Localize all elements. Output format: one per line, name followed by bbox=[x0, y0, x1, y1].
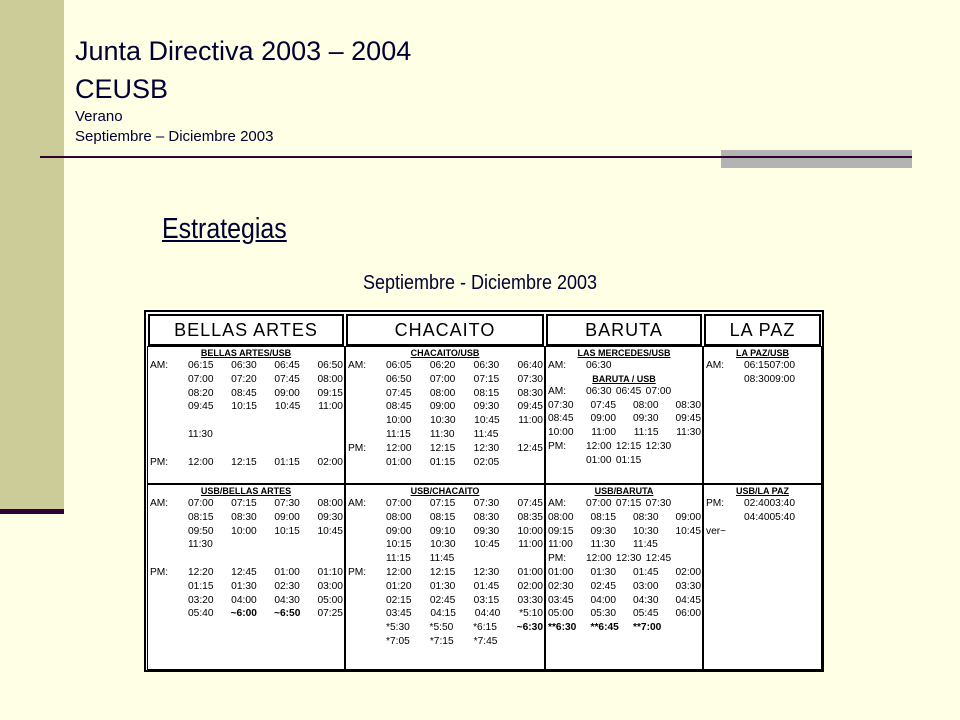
schedule-row bbox=[346, 511, 544, 525]
departure-time: 03:30 bbox=[517, 594, 543, 606]
period-label: AM: bbox=[150, 360, 169, 371]
departure-time: 11:15 bbox=[386, 553, 411, 565]
departure-time: 08:20 bbox=[188, 387, 214, 399]
schedule-block bbox=[703, 346, 822, 484]
departure-time: 09:45 bbox=[517, 401, 543, 413]
departure-time: 02:00 bbox=[675, 566, 701, 578]
schedule-row bbox=[148, 594, 344, 608]
departure-time: 06:15 bbox=[188, 360, 214, 371]
departure-time: 12:00 bbox=[586, 553, 612, 565]
organization-name: CEUSB bbox=[75, 74, 169, 104]
departure-time: 02:00 bbox=[317, 456, 343, 468]
departure-time: 12:45 bbox=[645, 553, 672, 565]
departure-time: 07:15 bbox=[429, 498, 456, 509]
schedule-row bbox=[704, 359, 821, 373]
departure-time: 10:45 bbox=[474, 415, 500, 427]
departure-time: 06:50 bbox=[317, 360, 343, 371]
departure-time: 12:30 bbox=[473, 442, 500, 454]
departure-time: 07:45 bbox=[274, 373, 300, 385]
page-title: Junta Directiva 2003 – 2004 bbox=[75, 36, 412, 66]
schedule-row bbox=[346, 566, 544, 580]
departure-time: 10:30 bbox=[430, 415, 456, 427]
period-label: AM: bbox=[548, 498, 567, 509]
departure-time: 04:45 bbox=[675, 594, 701, 606]
schedule-row bbox=[546, 525, 702, 539]
departure-time: 02:00 bbox=[517, 580, 543, 592]
departure-time: 08:00 bbox=[317, 498, 343, 509]
schedule-block-title: BELLAS ARTES/USB bbox=[200, 348, 292, 358]
departure-time: 06:50 bbox=[386, 373, 412, 385]
departure-time: 01:00 bbox=[386, 456, 412, 468]
departure-time: 01:20 bbox=[386, 580, 412, 592]
departure-time: *7:05 bbox=[386, 635, 410, 647]
departure-time: 05:45 bbox=[633, 608, 659, 620]
schedule-row bbox=[346, 428, 544, 442]
departure-time: 09:00 bbox=[386, 525, 412, 537]
departure-time: 05:40 bbox=[188, 608, 214, 620]
schedule-row bbox=[346, 525, 544, 539]
section-heading: Estrategias bbox=[162, 213, 287, 245]
departure-time: 04:40 bbox=[474, 608, 501, 620]
departure-time: 08:15 bbox=[188, 511, 214, 523]
schedule-row bbox=[346, 552, 544, 566]
departure-time: 11:30 bbox=[590, 539, 616, 551]
departure-time: 09:30 bbox=[473, 525, 500, 537]
departure-time: 08:00 bbox=[633, 399, 659, 411]
schedule-block bbox=[147, 346, 345, 484]
departure-time: 04:00 bbox=[231, 594, 257, 606]
departure-time: 11:45 bbox=[429, 553, 455, 565]
schedule-block bbox=[147, 484, 345, 670]
schedule-block bbox=[703, 484, 822, 670]
departure-time: 12:45 bbox=[517, 442, 543, 454]
departure-time: 01:30 bbox=[231, 580, 257, 592]
departure-time: 11:30 bbox=[676, 427, 701, 439]
departure-time: 11:30 bbox=[188, 539, 213, 551]
schedule-row bbox=[546, 359, 702, 373]
departure-time: 05:40 bbox=[769, 511, 795, 523]
departure-time: 10:30 bbox=[633, 525, 659, 537]
schedule-row bbox=[546, 607, 702, 621]
departure-time: 04:15 bbox=[430, 608, 456, 620]
departure-time: 08:30 bbox=[231, 511, 257, 523]
term-label: Verano bbox=[75, 108, 123, 125]
departure-time: 07:25 bbox=[317, 608, 343, 620]
schedule-row bbox=[546, 580, 702, 594]
departure-time: ~6:30 bbox=[516, 622, 543, 634]
departure-time: 08:15 bbox=[429, 511, 456, 523]
departure-time: 01:30 bbox=[429, 580, 456, 592]
departure-time: **6:45 bbox=[590, 622, 619, 634]
schedule-block-title: LAS MERCEDES/USB bbox=[577, 348, 671, 358]
departure-time: 03:15 bbox=[473, 594, 500, 606]
departure-time: 01:15 bbox=[188, 580, 214, 592]
departure-time: 08:00 bbox=[429, 387, 456, 399]
departure-time: 06:45 bbox=[615, 385, 642, 397]
schedule-row bbox=[346, 635, 544, 649]
departure-time: *5:10 bbox=[519, 608, 543, 620]
departure-time: 02:30 bbox=[274, 580, 300, 592]
departure-time: 09:30 bbox=[473, 401, 500, 413]
departure-time: 11:30 bbox=[429, 428, 455, 440]
departure-time: 07:00 bbox=[188, 498, 214, 509]
schedule-row bbox=[346, 497, 544, 511]
departure-time: 08:00 bbox=[548, 511, 574, 523]
header-accent-bar bbox=[721, 150, 912, 168]
departure-time: 01:15 bbox=[429, 456, 456, 468]
departure-time: 02:45 bbox=[429, 594, 456, 606]
departure-time: 10:00 bbox=[548, 427, 574, 439]
route-header: LA PAZ bbox=[704, 314, 821, 346]
schedule-block bbox=[345, 484, 545, 670]
departure-time: 12:20 bbox=[188, 566, 214, 578]
departure-time: *5:30 bbox=[386, 622, 410, 634]
departure-time: 07:30 bbox=[274, 498, 300, 509]
section-subheading: Septiembre - Diciembre 2003 bbox=[362, 272, 598, 294]
departure-time: 02:15 bbox=[386, 594, 412, 606]
departure-time: 06:40 bbox=[517, 360, 543, 371]
departure-time: *7:45 bbox=[473, 635, 498, 647]
departure-time: 03:40 bbox=[769, 498, 795, 509]
schedule-row bbox=[546, 566, 702, 580]
departure-time: 08:45 bbox=[386, 401, 412, 413]
departure-time: 10:15 bbox=[386, 539, 412, 551]
departure-time: *5:50 bbox=[429, 622, 454, 634]
schedule-row bbox=[148, 359, 344, 373]
schedule-row bbox=[148, 566, 344, 580]
departure-time: 11:30 bbox=[188, 428, 213, 440]
departure-time: 04:30 bbox=[274, 594, 300, 606]
departure-time: 10:00 bbox=[517, 525, 543, 537]
departure-time: 12:00 bbox=[586, 440, 612, 452]
departure-time: 09:00 bbox=[429, 401, 456, 413]
schedule-row bbox=[546, 594, 702, 608]
schedule-block-title: USB/LA PAZ bbox=[736, 486, 789, 496]
departure-time: 01:00 bbox=[274, 566, 300, 578]
period-label: AM: bbox=[548, 360, 567, 371]
schedule-row bbox=[704, 373, 821, 387]
departure-time: 03:20 bbox=[188, 594, 214, 606]
departure-time: **6:30 bbox=[548, 622, 577, 634]
departure-time: 09:15 bbox=[548, 525, 574, 537]
schedule-row bbox=[148, 400, 344, 414]
departure-time: 08:30 bbox=[633, 511, 659, 523]
departure-time: *7:15 bbox=[429, 635, 454, 647]
period-label: PM: bbox=[150, 456, 169, 468]
date-range-label: Septiembre – Diciembre 2003 bbox=[75, 128, 274, 145]
departure-time: 03:45 bbox=[548, 594, 574, 606]
schedule-row bbox=[546, 385, 702, 399]
departure-time: 01:00 bbox=[517, 566, 543, 578]
period-label: ver~ bbox=[706, 525, 727, 537]
departure-time: 06:15 bbox=[744, 360, 770, 371]
departure-time: ~6:00 bbox=[230, 608, 257, 620]
departure-time: 12:30 bbox=[615, 553, 642, 565]
schedule-block-title: CHACAITO/USB bbox=[410, 348, 480, 358]
schedule-row bbox=[148, 414, 344, 428]
schedule-row bbox=[148, 373, 344, 387]
departure-time: 07:45 bbox=[386, 387, 412, 399]
departure-time: 12:30 bbox=[645, 440, 672, 452]
departure-time: 06:00 bbox=[675, 608, 701, 620]
departure-time: 06:30 bbox=[586, 385, 612, 397]
schedule-row bbox=[546, 454, 702, 468]
departure-time: 12:15 bbox=[429, 566, 456, 578]
schedule-block bbox=[545, 346, 703, 484]
departure-time: 06:05 bbox=[386, 360, 412, 371]
departure-time: 10:45 bbox=[675, 525, 701, 537]
schedule-row bbox=[346, 442, 544, 456]
departure-time: 11:15 bbox=[386, 428, 411, 440]
departure-time: 08:30 bbox=[473, 511, 500, 523]
departure-time: 07:20 bbox=[231, 373, 257, 385]
departure-time: 08:15 bbox=[590, 511, 616, 523]
departure-time: 01:10 bbox=[317, 566, 343, 578]
schedule-row bbox=[546, 497, 702, 511]
bus-schedule-table bbox=[144, 310, 824, 672]
departure-time: 07:00 bbox=[188, 373, 214, 385]
departure-time: 09:30 bbox=[590, 525, 616, 537]
departure-time: 03:30 bbox=[675, 580, 701, 592]
departure-time: 11:00 bbox=[518, 415, 543, 427]
schedule-row bbox=[346, 373, 544, 387]
sidebar-accent-rule bbox=[0, 509, 64, 514]
departure-time: 08:45 bbox=[548, 413, 574, 425]
schedule-row bbox=[148, 580, 344, 594]
schedule-block-title: USB/BELLAS ARTES bbox=[200, 486, 292, 496]
departure-time: 10:30 bbox=[430, 539, 456, 551]
departure-time: 03:00 bbox=[633, 580, 659, 592]
departure-time: 07:45 bbox=[590, 399, 616, 411]
departure-time: 02:40 bbox=[744, 498, 770, 509]
departure-time: 04:00 bbox=[590, 594, 616, 606]
departure-time: 12:15 bbox=[429, 442, 456, 454]
schedule-block-title: USB/CHACAITO bbox=[410, 486, 480, 496]
departure-time: 10:45 bbox=[317, 525, 343, 537]
departure-time: 01:00 bbox=[586, 454, 612, 466]
departure-time: 09:45 bbox=[675, 413, 701, 425]
schedule-row bbox=[546, 511, 702, 525]
departure-time: 11:00 bbox=[318, 401, 343, 413]
schedule-row bbox=[148, 511, 344, 525]
departure-time: 09:50 bbox=[188, 525, 214, 537]
departure-time: 09:00 bbox=[590, 413, 616, 425]
route-header: CHACAITO bbox=[346, 314, 544, 346]
sidebar-accent bbox=[0, 0, 64, 511]
schedule-block bbox=[545, 484, 703, 670]
departure-time: 07:00 bbox=[429, 373, 456, 385]
departure-time: 01:15 bbox=[274, 456, 300, 468]
departure-time: 06:30 bbox=[473, 360, 500, 371]
departure-time: 10:15 bbox=[231, 401, 257, 413]
departure-time: 06:45 bbox=[274, 360, 300, 371]
departure-time: 10:15 bbox=[274, 525, 300, 537]
period-label: PM: bbox=[150, 566, 169, 578]
schedule-row bbox=[346, 387, 544, 401]
period-label: AM: bbox=[150, 498, 169, 509]
departure-time: 07:15 bbox=[231, 498, 257, 509]
departure-time: 12:15 bbox=[615, 440, 642, 452]
departure-time: 07:00 bbox=[769, 360, 795, 371]
period-label: PM: bbox=[706, 498, 725, 509]
departure-time: 09:15 bbox=[317, 387, 343, 399]
departure-time: 09:00 bbox=[675, 511, 701, 523]
departure-time: 04:30 bbox=[633, 594, 659, 606]
departure-time: 10:00 bbox=[386, 415, 412, 427]
period-label: PM: bbox=[348, 442, 367, 454]
departure-time: 07:00 bbox=[645, 385, 672, 397]
departure-time: 08:15 bbox=[473, 387, 500, 399]
period-label: PM: bbox=[548, 553, 567, 565]
schedule-row bbox=[346, 621, 544, 635]
schedule-row bbox=[346, 594, 544, 608]
departure-time: 12:15 bbox=[231, 456, 257, 468]
departure-time: 06:20 bbox=[429, 360, 456, 371]
departure-time: 07:30 bbox=[473, 498, 500, 509]
departure-time: 02:30 bbox=[548, 580, 574, 592]
period-label: AM: bbox=[548, 385, 567, 397]
departure-time: 03:00 bbox=[317, 580, 343, 592]
departure-time: 10:45 bbox=[274, 401, 301, 413]
departure-time: 08:30 bbox=[744, 373, 770, 385]
schedule-row bbox=[346, 538, 544, 552]
departure-time: 06:30 bbox=[231, 360, 257, 371]
departure-time: 07:45 bbox=[517, 498, 543, 509]
schedule-row bbox=[546, 440, 702, 454]
schedule-row bbox=[546, 538, 702, 552]
schedule-row bbox=[148, 525, 344, 539]
departure-time: 01:30 bbox=[590, 566, 616, 578]
schedule-block bbox=[345, 346, 545, 484]
departure-time: 12:45 bbox=[231, 566, 257, 578]
departure-time: 02:45 bbox=[590, 580, 616, 592]
schedule-row bbox=[704, 511, 821, 525]
departure-time: 05:00 bbox=[317, 594, 343, 606]
schedule-row bbox=[346, 400, 544, 414]
period-label: AM: bbox=[348, 498, 367, 509]
schedule-row bbox=[546, 621, 702, 635]
departure-time: 11:00 bbox=[548, 539, 573, 551]
schedule-row bbox=[346, 359, 544, 373]
departure-time: 09:00 bbox=[274, 387, 300, 399]
departure-time: ~6:50 bbox=[274, 608, 301, 620]
schedule-row bbox=[346, 414, 544, 428]
schedule-row bbox=[704, 497, 821, 511]
period-label: AM: bbox=[348, 360, 367, 371]
schedule-subtitle: BARUTA / USB bbox=[592, 373, 656, 384]
departure-time: 07:15 bbox=[615, 498, 642, 509]
schedule-row bbox=[546, 552, 702, 566]
departure-time: 08:00 bbox=[317, 373, 343, 385]
departure-time: 10:00 bbox=[231, 525, 257, 537]
departure-time: 01:15 bbox=[615, 454, 642, 466]
departure-time: 09:30 bbox=[633, 413, 659, 425]
departure-time: 02:05 bbox=[473, 456, 500, 468]
departure-time: 12:00 bbox=[386, 442, 412, 454]
departure-time: 11:45 bbox=[473, 428, 499, 440]
schedule-block-title: USB/BARUTA bbox=[594, 486, 654, 496]
schedule-row bbox=[346, 580, 544, 594]
schedule-row bbox=[148, 456, 344, 470]
departure-time: 09:10 bbox=[429, 525, 456, 537]
departure-time: 09:00 bbox=[769, 373, 795, 385]
route-header: BARUTA bbox=[546, 314, 702, 346]
schedule-row bbox=[346, 607, 544, 621]
period-label: AM: bbox=[706, 360, 725, 371]
departure-time: *6:15 bbox=[473, 622, 497, 634]
departure-time: 07:15 bbox=[473, 373, 500, 385]
schedule-row bbox=[704, 525, 821, 539]
departure-time: 12:00 bbox=[386, 566, 412, 578]
departure-time: 08:30 bbox=[675, 399, 701, 411]
departure-time: 09:30 bbox=[317, 511, 343, 523]
departure-time: 11:00 bbox=[591, 427, 616, 439]
departure-time: 07:30 bbox=[645, 498, 672, 509]
departure-time: 07:30 bbox=[548, 399, 574, 411]
departure-time: 08:35 bbox=[517, 511, 543, 523]
period-label: PM: bbox=[548, 440, 567, 452]
schedule-row bbox=[148, 497, 344, 511]
departure-time: 12:00 bbox=[188, 456, 214, 468]
departure-time: 01:00 bbox=[548, 566, 574, 578]
departure-time: 03:45 bbox=[386, 608, 412, 620]
departure-time: 07:30 bbox=[517, 373, 543, 385]
departure-time: 01:45 bbox=[473, 580, 500, 592]
schedule-row bbox=[346, 456, 544, 470]
departure-time: 08:00 bbox=[386, 511, 412, 523]
departure-time: **7:00 bbox=[633, 622, 662, 634]
schedule-row bbox=[546, 412, 702, 426]
schedule-row bbox=[546, 426, 702, 440]
departure-time: 05:00 bbox=[548, 608, 574, 620]
departure-time: 11:45 bbox=[633, 539, 658, 551]
schedule-row bbox=[148, 552, 344, 566]
departure-time: 07:00 bbox=[386, 498, 412, 509]
schedule-row bbox=[148, 428, 344, 442]
departure-time: 08:30 bbox=[517, 387, 543, 399]
schedule-row bbox=[546, 399, 702, 413]
schedule-row bbox=[148, 607, 344, 621]
schedule-block-title: LA PAZ/USB bbox=[736, 348, 789, 358]
route-header: BELLAS ARTES bbox=[148, 314, 344, 346]
departure-time: 04:40 bbox=[744, 511, 770, 523]
period-label: PM: bbox=[348, 566, 367, 578]
departure-time: 07:00 bbox=[586, 498, 612, 509]
departure-time: 06:30 bbox=[586, 360, 612, 371]
departure-time: 09:00 bbox=[274, 511, 300, 523]
departure-time: 12:30 bbox=[473, 566, 500, 578]
departure-time: 09:45 bbox=[188, 401, 214, 413]
departure-time: 10:45 bbox=[474, 539, 500, 551]
schedule-row bbox=[148, 387, 344, 401]
schedule-row bbox=[148, 442, 344, 456]
departure-time: 08:45 bbox=[231, 387, 257, 399]
departure-time: 01:45 bbox=[633, 566, 659, 578]
departure-time: 05:30 bbox=[590, 608, 616, 620]
departure-time: 11:15 bbox=[633, 427, 659, 439]
departure-time: 11:00 bbox=[518, 539, 543, 551]
schedule-row bbox=[148, 538, 344, 552]
